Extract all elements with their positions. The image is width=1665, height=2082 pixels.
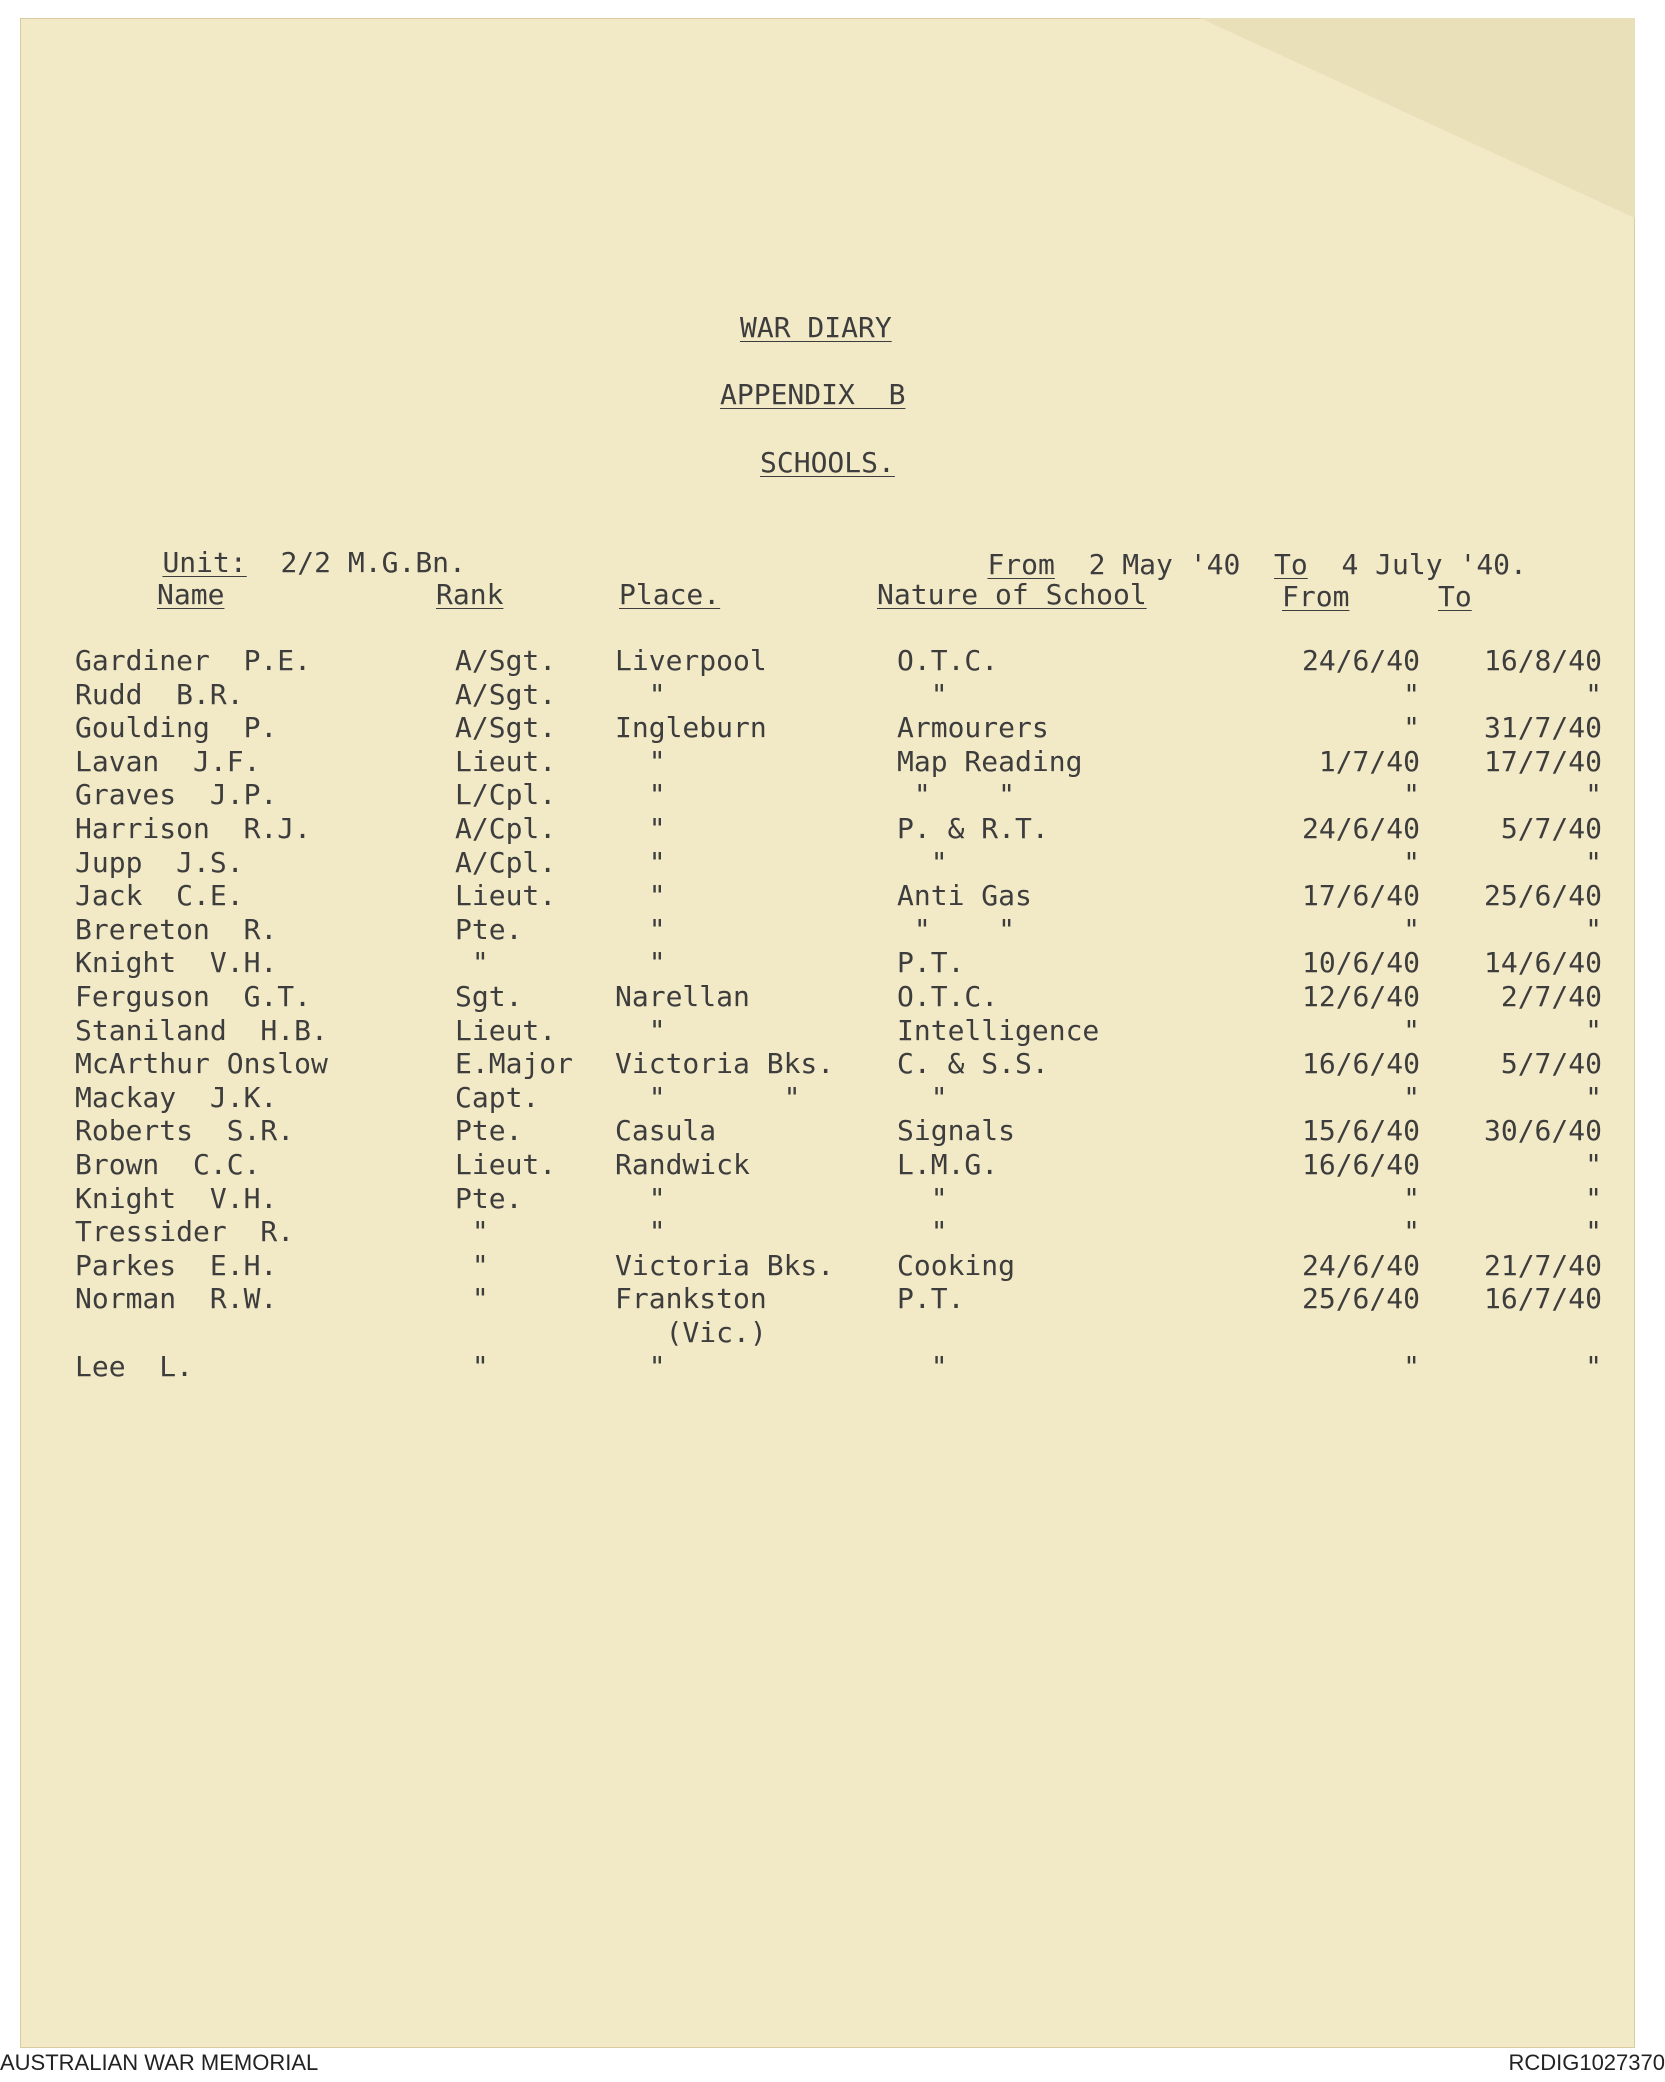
cell-nature: O.T.C. — [897, 644, 999, 677]
cell-to: 16/7/40 — [1483, 1282, 1602, 1316]
cell-rank: E.Major — [455, 1047, 574, 1081]
cell-from: 12/6/40 — [1301, 980, 1420, 1013]
cell-from: " — [1403, 711, 1420, 745]
cell-rank: Pte. — [455, 1114, 523, 1148]
cell-place: " — [615, 778, 666, 812]
folded-corner — [1200, 18, 1635, 218]
cell-place: " — [615, 912, 666, 946]
cell-to: " — [1585, 677, 1602, 711]
cell-place: " — [615, 845, 666, 879]
cell-rank: L/Cpl. — [455, 778, 557, 812]
cell-from: 16/6/40 — [1301, 1047, 1420, 1081]
document-title: WAR DIARY — [740, 311, 892, 344]
table-row — [20, 1114, 1635, 1148]
cell-nature: " " — [897, 778, 1016, 812]
cell-from: " — [1403, 677, 1420, 711]
cell-nature: L.M.G. — [897, 1148, 999, 1181]
cell-nature: " — [897, 1080, 948, 1114]
cell-nature: Armourers — [897, 711, 1049, 745]
cell-to: 16/8/40 — [1483, 644, 1602, 677]
table-row — [20, 846, 1635, 880]
table-row — [20, 1282, 1635, 1316]
cell-name: Brown C.C. — [75, 1148, 261, 1181]
cell-nature: " — [897, 677, 948, 711]
cell-place: " — [615, 1215, 666, 1249]
period-to-value: 4 July '40. — [1341, 548, 1527, 581]
cell-rank: Lieut. — [455, 744, 557, 778]
table-row — [20, 980, 1635, 1014]
cell-nature: Intelligence — [897, 1013, 1100, 1047]
cell-name: Lee L. — [75, 1349, 194, 1383]
cell-rank: A/Cpl. — [455, 845, 557, 879]
header-name: Name — [157, 578, 225, 611]
cell-place: " — [615, 879, 666, 913]
cell-nature: Map Reading — [897, 744, 1083, 778]
cell-place: " — [615, 744, 666, 778]
cell-to: 5/7/40 — [1500, 1047, 1602, 1081]
cell-to: " — [1585, 1181, 1602, 1215]
cell-name: Mackay J.K. — [75, 1080, 278, 1114]
cell-name: Knight V.H. — [75, 946, 278, 980]
cell-to: " — [1585, 778, 1602, 812]
table-row — [20, 1316, 1635, 1350]
cell-nature: P. & R.T. — [897, 812, 1049, 845]
header-to: To — [1438, 580, 1472, 613]
cell-to: " — [1585, 1013, 1602, 1047]
cell-rank: " — [455, 1248, 489, 1282]
cell-nature: O.T.C. — [897, 980, 999, 1013]
cell-from: " — [1403, 1349, 1420, 1383]
cell-place: " " — [615, 1080, 801, 1114]
table-row — [20, 812, 1635, 846]
cell-from: 17/6/40 — [1301, 879, 1420, 913]
cell-rank: A/Sgt. — [455, 644, 557, 677]
appendix-label: APPENDIX B — [720, 378, 906, 411]
cell-rank: Pte. — [455, 912, 523, 946]
cell-place: Liverpool — [615, 644, 767, 677]
cell-name: Parkes E.H. — [75, 1248, 278, 1282]
cell-from: 15/6/40 — [1301, 1114, 1420, 1148]
cell-name: Jupp J.S. — [75, 845, 244, 879]
cell-place: " — [615, 1013, 666, 1047]
cell-place: " — [615, 1349, 666, 1383]
cell-name: Brereton R. — [75, 912, 278, 946]
table-row — [20, 1081, 1635, 1115]
cell-place: Narellan — [615, 980, 750, 1013]
cell-place: Casula — [615, 1114, 717, 1148]
cell-name: Norman R.W. — [75, 1282, 278, 1316]
cell-to: 14/6/40 — [1483, 946, 1602, 980]
cell-nature: P.T. — [897, 946, 965, 980]
period-to-label: To — [1274, 548, 1308, 581]
cell-place: Victoria Bks. — [615, 1047, 835, 1081]
header-rank: Rank — [436, 578, 504, 611]
cell-rank: " — [455, 1215, 489, 1249]
cell-from: " — [1403, 1181, 1420, 1215]
cell-name: Lavan J.F. — [75, 744, 261, 778]
cell-from: " — [1403, 1013, 1420, 1047]
table-row — [20, 1148, 1635, 1182]
cell-nature: " " — [897, 912, 1016, 946]
table-row — [20, 879, 1635, 913]
cell-rank: " — [455, 1349, 489, 1383]
cell-from: " — [1403, 778, 1420, 812]
cell-nature: " — [897, 1215, 948, 1249]
cell-to: 17/7/40 — [1483, 744, 1602, 778]
cell-rank: Lieut. — [455, 1013, 557, 1047]
table-row — [20, 1182, 1635, 1216]
cell-name: Gardiner P.E. — [75, 644, 312, 677]
cell-to: " — [1585, 1080, 1602, 1114]
unit-value: 2/2 M.G.Bn. — [280, 546, 466, 579]
cell-to: 21/7/40 — [1483, 1248, 1602, 1282]
cell-place: Ingleburn — [615, 711, 767, 745]
table-row — [20, 745, 1635, 779]
cell-name: Roberts S.R. — [75, 1114, 295, 1148]
cell-name: Harrison R.J. — [75, 812, 312, 845]
period-from-value: 2 May '40 — [1088, 548, 1241, 581]
cell-name: Tressider R. — [75, 1215, 295, 1249]
cell-nature: Cooking — [897, 1248, 1016, 1282]
cell-to: " — [1585, 1349, 1602, 1383]
cell-rank: " — [455, 1282, 489, 1316]
table-row — [20, 1350, 1635, 1384]
cell-rank: " — [455, 946, 489, 980]
cell-rank: Sgt. — [455, 980, 523, 1013]
table-row — [20, 678, 1635, 712]
cell-place: (Vic.) — [615, 1316, 767, 1349]
cell-nature: C. & S.S. — [897, 1047, 1049, 1081]
cell-to: " — [1585, 845, 1602, 879]
cell-rank: Pte. — [455, 1181, 523, 1215]
cell-from: 24/6/40 — [1301, 812, 1420, 845]
cell-from: " — [1403, 845, 1420, 879]
cell-to: " — [1585, 1148, 1602, 1181]
table-row — [20, 946, 1635, 980]
cell-from: 24/6/40 — [1301, 644, 1420, 677]
cell-nature: " — [897, 1349, 948, 1383]
table-row — [20, 1014, 1635, 1048]
table-row — [20, 1249, 1635, 1283]
header-nature: Nature of School — [877, 578, 1147, 611]
cell-name: Knight V.H. — [75, 1181, 278, 1215]
cell-rank: A/Cpl. — [455, 812, 557, 845]
cell-to: 30/6/40 — [1483, 1114, 1602, 1148]
footer-record-id: RCDIG1027370 — [1508, 2050, 1665, 2075]
table-row — [20, 711, 1635, 745]
footer-archive-name: AUSTRALIAN WAR MEMORIAL — [0, 2050, 319, 2075]
cell-from: " — [1403, 1080, 1420, 1114]
cell-to: 5/7/40 — [1500, 812, 1602, 845]
cell-nature: " — [897, 1181, 948, 1215]
cell-rank: A/Sgt. — [455, 677, 557, 711]
document-sheet — [20, 18, 1635, 2048]
cell-place: " — [615, 946, 666, 980]
cell-place: " — [615, 677, 666, 711]
cell-nature: Anti Gas — [897, 879, 1032, 913]
cell-from: 1/7/40 — [1318, 744, 1420, 778]
cell-from: 10/6/40 — [1301, 946, 1420, 980]
cell-from: 24/6/40 — [1301, 1248, 1420, 1282]
document-subtitle: SCHOOLS. — [760, 446, 895, 479]
table-row — [20, 644, 1635, 678]
cell-place: " — [615, 1181, 666, 1215]
cell-from: 25/6/40 — [1301, 1282, 1420, 1316]
table-row — [20, 1215, 1635, 1249]
header-place: Place. — [619, 578, 721, 611]
cell-place: Victoria Bks. — [615, 1248, 835, 1282]
cell-rank: Lieut. — [455, 879, 557, 913]
unit-label: Unit: — [162, 546, 247, 579]
table-row — [20, 778, 1635, 812]
cell-rank: Capt. — [455, 1080, 540, 1114]
cell-name: Ferguson G.T. — [75, 980, 312, 1013]
cell-from: " — [1403, 1215, 1420, 1249]
cell-name: McArthur Onslow — [75, 1047, 328, 1081]
cell-rank: Lieut. — [455, 1148, 557, 1181]
header-from: From — [1282, 580, 1350, 613]
cell-from: 16/6/40 — [1301, 1148, 1420, 1181]
cell-place: Frankston — [615, 1282, 767, 1316]
cell-name: Goulding P. — [75, 711, 278, 745]
cell-name: Graves J.P. — [75, 778, 278, 812]
cell-name: Jack C.E. — [75, 879, 244, 913]
cell-name: Staniland H.B. — [75, 1013, 328, 1047]
table-row — [20, 913, 1635, 947]
cell-rank: A/Sgt. — [455, 711, 557, 745]
cell-nature: Signals — [897, 1114, 1016, 1148]
cell-to: " — [1585, 912, 1602, 946]
cell-name: Rudd B.R. — [75, 677, 244, 711]
cell-to: 2/7/40 — [1500, 980, 1602, 1013]
cell-to: 25/6/40 — [1483, 879, 1602, 913]
table-row — [20, 1047, 1635, 1081]
cell-to: " — [1585, 1215, 1602, 1249]
cell-place: " — [615, 812, 666, 845]
cell-nature: P.T. — [897, 1282, 965, 1316]
cell-from: " — [1403, 912, 1420, 946]
period-from-label: From — [987, 548, 1055, 581]
cell-place: Randwick — [615, 1148, 750, 1181]
cell-to: 31/7/40 — [1483, 711, 1602, 745]
cell-nature: " — [897, 845, 948, 879]
unit-line — [95, 512, 466, 614]
